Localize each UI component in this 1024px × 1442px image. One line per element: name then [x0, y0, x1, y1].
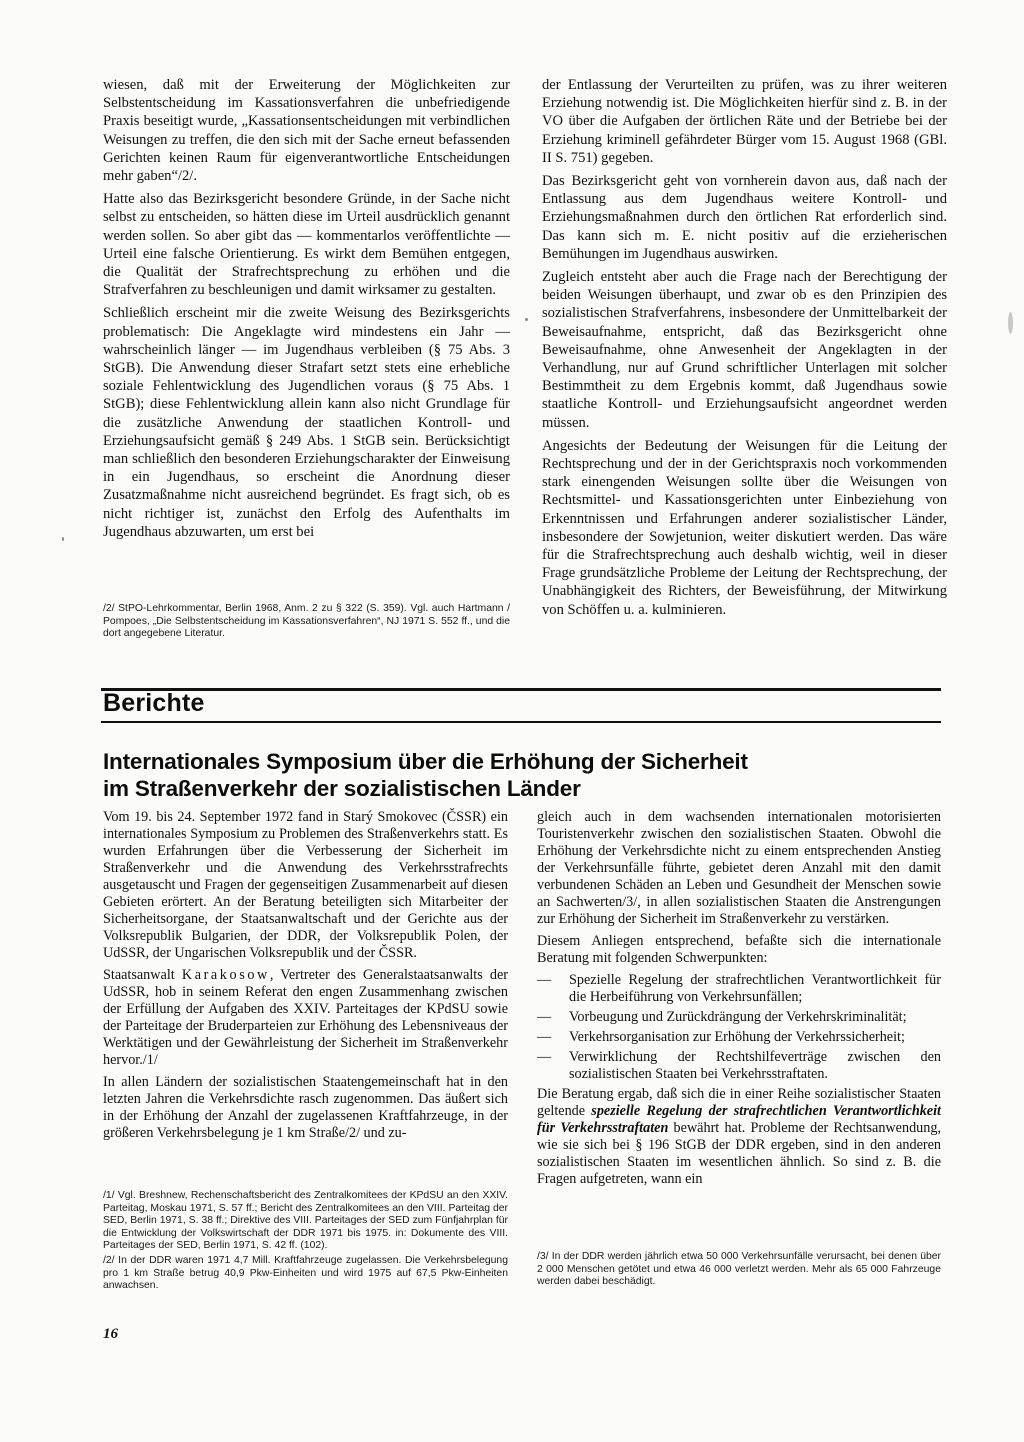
paragraph: In allen Ländern der sozialistischen Staatengemeinschaft hat in den letzten Jahren die Verkehrsdichte rasch zugenommen. Das äußert sich in der Erhöhung der Anzahl der zugelassenen Kraftfahrzeuge, in der größeren Verkehrsbelegung je 1 km Straße/2/ und zu-: [103, 1074, 508, 1141]
article-title-line-2: im Straßenverkehr der sozialistischen Länder: [103, 776, 581, 801]
dash-bullet: —: [537, 1009, 552, 1025]
list-item-text: Vorbeugung und Zurückdrängung der Verkehrskriminalität;: [569, 1009, 907, 1025]
paragraph: Zugleich entsteht aber auch die Frage nach der Berechtigung der beiden Weisungen überhaupt, und zwar ob es den Prinzipien des sozialistischen Strafverfahrens, insbesondere der Unmittelbarkeit der Beweisaufnahme, entspricht, daß das Bezirksgericht ohne Beweisaufnahme, ohne Anwesenheit der Angeklagten in der Verhandlung, nur auf Grund schriftlicher Unterlagen mit solcher Bestimmtheit zu dem Ergebnis kommt, daß Jugendhaus sowie staatliche Kontroll- und Erziehungsaufsicht angeordnet werden müssen.: [542, 269, 947, 431]
article-left-column: [103, 809, 508, 1147]
paragraph: Vom 19. bis 24. September 1972 fand in Starý Smokovec (ČSSR) ein internationales Symposium zu Problemen des Straßenverkehrs statt. Es wurden Erfahrungen über die Verbesserung der Sicherheit im Straßenverkehr und die Anwendung des Verkehrsstrafrechts ausgetauscht und Fragen der gegenseitigen Zusammenarbeit auf diesen Gebieten erörtert. An der Beratung beteiligten sich Mitarbeiter der Sicherheitsorgane, der Staatsanwaltschaft und der Gerichte aus der Volksrepublik Bulgarien, der DDR, der Volksrepublik Polen, der UdSSR, der Ungarischen Volksrepublik und der ČSSR.: [103, 809, 508, 961]
text-run: Die Beratung ergab, daß sich die in einer Reihe sozialistischer Staaten geltende: [537, 1086, 941, 1119]
dash-bullet: —: [537, 972, 552, 988]
list-item-text: Verkehrsorganisation zur Erhöhung der Verkehrssicherheit;: [569, 1029, 905, 1045]
footnote-1: /1/ Vgl. Breshnew, Rechenschaftsbericht des Zentralkomitees der KPdSU an den XXIV. Parteitag, Moskau 1971, S. 57 ff.; Bericht des Zentralkomitees an den VIII. Parteitag der SED, Berlin 1971, S. 38 ff.; Direktive des VIII. Parteitages der SED zum Fünfjahrplan für die Entwicklung der Volkswirtschaft der DDR 1971 bis 1975. in: Dokumente des VIII. Parteitages der SED, Berlin 1971, S. 42 ff. (102).: [103, 1190, 508, 1252]
list-item: [537, 1009, 941, 1026]
emphasis-text: spezielle Regelung der strafrechtlichen Verantwortlichkeit für Verkehrsstraftaten: [537, 1103, 941, 1136]
paragraph: Hatte also das Bezirksgericht besondere Gründe, in der Sache nicht selbst zu entscheiden, so hätten diese im Urteil ausdrücklich genannt werden sollen. So aber gibt das — kommentarlos veröffentlichte — Urteil eine falsche Orientierung. Es wirkt dem Bemühen entgegen, die Qualität der Strafrechtsprechung zu erhöhen und die Strafverfahren zu beschleunigen und damit wirksamer zu gestalten.: [103, 191, 510, 299]
list-item: [537, 1029, 941, 1046]
paragraph: [537, 1086, 941, 1188]
top-left-column: [103, 76, 510, 546]
list-item-text: Spezielle Regelung der strafrechtlichen Verantwortlichkeit für die Herbeiführung von Verkehrsunfällen;: [569, 972, 941, 1005]
person-name: Karakosow: [181, 967, 270, 983]
article-title: [103, 748, 823, 802]
scan-speck: [62, 537, 64, 541]
section-rule-top: [101, 688, 941, 691]
scan-speck: [1008, 312, 1013, 334]
scan-speck: [525, 318, 528, 321]
article-title-line-1: Internationales Symposium über die Erhöhung der Sicherheit: [103, 749, 748, 774]
list-item: [537, 1049, 941, 1083]
focus-list: [537, 972, 941, 1083]
paragraph: [103, 967, 508, 1069]
text-run: Staatsanwalt: [103, 967, 175, 983]
paragraph: Diesem Anliegen entsprechend, befaßte sich die internationale Beratung mit folgenden Schwerpunkten:: [537, 933, 941, 966]
paragraph: gleich auch in dem wachsenden internationalen motorisierten Touristenverkehr zwischen den sozialistischen Staaten. Obwohl die Erhöhung der Verkehrsdichte nicht zu einem entsprechenden Anstieg der Verkehrsunfälle führte, gebietet deren Anzahl mit den damit verbundenen Schäden an Leben und Gesundheit der Menschen sowie an Sachwerten/3/, in allen sozialistischen Staaten die Anstrengungen zur Erhöhung der Sicherheit im Straßenverkehr zu verstärken.: [537, 809, 941, 927]
paragraph: wiesen, daß mit der Erweiterung der Möglichkeiten zur Selbstentscheidung im Kassationsverfahren die unbefriedigende Praxis beseitigt wurde, „Kassationsentscheidungen mit verbindlichen Weisungen zu treffen, die den sich mit der Sache erneut befassenden Gerichten keinen Raum für eigenverantwortliche Entscheidungen mehr gaben“/2/.: [103, 77, 510, 185]
footnote-2: /2/ StPO-Lehrkommentar, Berlin 1968, Anm. 2 zu § 322 (S. 359). Vgl. auch Hartmann / Pompoes, „Die Selbstentscheidung im Kassationsverfahren“, NJ 1971 S. 552 ff., und die dort angegebene Literatur.: [103, 603, 510, 640]
top-left-footnote: [103, 603, 510, 643]
article-right-footnote: [537, 1251, 941, 1291]
article-right-column: [537, 809, 941, 1193]
paragraph: Angesichts der Bedeutung der Weisungen für die Leitung der Rechtsprechung und der in der Gerichtspraxis noch vorkommenden stark einengenden Weisungen sollte über die Weisungen von Rechtsmittel- und Kassationsgerichten unter Einbeziehung von Erkenntnissen und Erfahrungen anderer sozialistischer Länder, insbesondere der Sowjetunion, weiter diskutiert werden. Das wäre für die Strafrechtsprechung auch deshalb wichtig, weil in dieser Frage grundsätzliche Probleme der Leitung der Rechtsprechung, der Unabhängigkeit des Richters, der Beweisführung, der Mitwirkung von Schöffen u. a. kulminieren.: [542, 437, 947, 618]
list-item: [537, 972, 941, 1006]
text-run: bewährt hat. Probleme der Rechtsanwendung, wie sie sich bei § 196 StGB der DDR ergeben, sind in den anderen sozialistischen Staaten im wesentlichen ähnlich. So sind z. B. die Fragen aufgetreten, wann ein: [537, 1120, 941, 1187]
section-label: Berichte: [103, 689, 205, 717]
top-right-column: [542, 76, 947, 624]
dash-bullet: —: [537, 1029, 552, 1045]
list-item-text: Verwirklichung der Rechtshilfeverträge zwischen den sozialistischen Staaten bei Verkehrsstraftaten.: [569, 1049, 941, 1082]
article-left-footnotes: [103, 1190, 508, 1295]
text-run: , Vertreter des Generalstaatsanwalts der UdSSR, hob in seinem Referat den engen Zusammenhang zwischen der Erfüllung der Aufgaben des XXIV. Parteitages der KPdSU sowie der Parteitage der Bruderparteien zur Erhöhung des Lebensniveaus der Werktätigen und der Gewährleistung der Sicherheit im Straßenverkehr hervor./1/: [103, 967, 509, 1068]
footnote-2: /2/ In der DDR waren 1971 4,7 Mill. Kraftfahrzeuge zugelassen. Die Verkehrsbelegung pro 1 km Straße betrug 40,9 Pkw-Einheiten und wird 1975 auf 67,5 Pkw-Einheiten anwachsen.: [103, 1254, 508, 1292]
page-number: 16: [103, 1326, 118, 1342]
section-rule-bottom: [101, 721, 941, 723]
paragraph: Schließlich erscheint mir die zweite Weisung des Bezirksgerichts problematisch: Die Angeklagte wird mindestens ein Jahr — wahrscheinlich länger — im Jugendhaus verbleiben (§ 75 Abs. 3 StGB). Die Anwendung dieser Strafart setzt stets eine erhebliche soziale Fehlentwicklung des Jugendlichen voraus (§ 75 Abs. 1 StGB); diese Fehlentwicklung allein kann also nicht Grundlage für die zusätzliche Anwendung der staatlichen Kontroll- und Erziehungsaufsicht gemäß § 249 Abs. 1 StGB sein. Berücksichtigt man schließlich den besonderen Erziehungscharakter der Einweisung in ein Jugendhaus, so erscheint die Anordnung dieser Zusatzmaßnahme nicht ausreichend begründet. Es fragt sich, ob es nicht richtiger ist, zunächst den Erfolg des Aufenthalts im Jugendhaus abzuwarten, um erst bei: [103, 305, 510, 540]
paragraph: der Entlassung der Verurteilten zu prüfen, was zu ihrer weiteren Erziehung notwendig ist. Die Möglichkeiten hierfür sind z. B. in der VO über die Aufgaben der örtlichen Räte und der Betriebe bei der Erziehung kriminell gefährdeter Bürger vom 15. August 1968 (GBl. II S. 751) gegeben.: [542, 77, 947, 166]
paragraph: Das Bezirksgericht geht von vornherein davon aus, daß nach der Entlassung aus dem Jugendhaus weitere Kontroll- und Erziehungsmaßnahmen durch den örtlichen Rat erforderlich sind. Das kann sich m. E. nicht positiv auf die erzieherischen Bemühungen im Jugendhaus auswirken.: [542, 173, 947, 262]
footnote-3: /3/ In der DDR werden jährlich etwa 50 000 Verkehrsunfälle verursacht, bei denen über 2 000 Menschen getötet und etwa 46 000 verletzt werden. Mehr als 65 000 Fahrzeuge werden dabei beschädigt.: [537, 1251, 941, 1288]
dash-bullet: —: [537, 1049, 552, 1065]
